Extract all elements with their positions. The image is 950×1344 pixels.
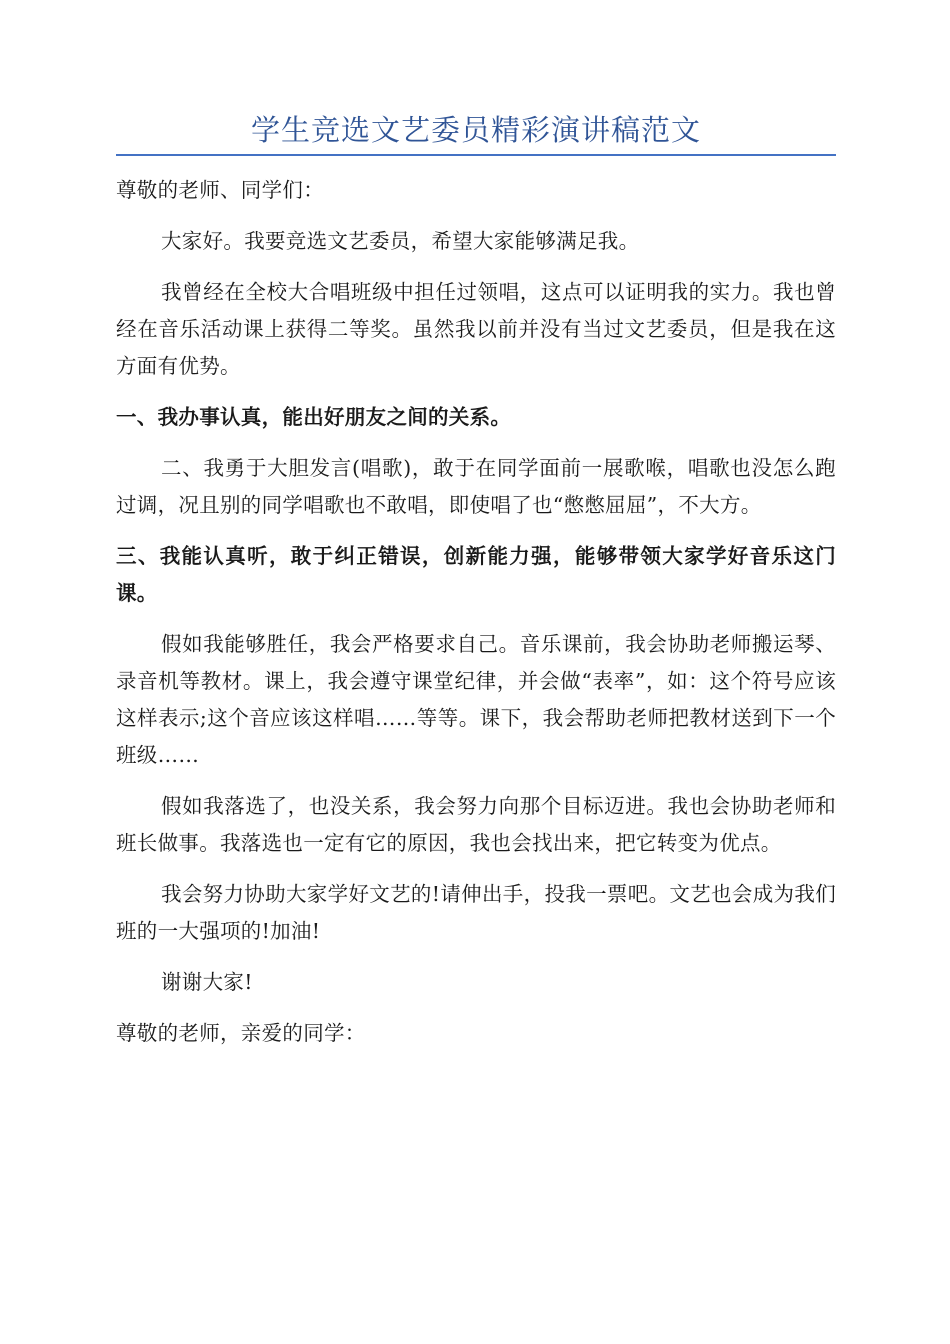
intro-paragraph: 大家好。我要竞选文艺委员，希望大家能够满足我。 [161,229,640,253]
second-greeting-paragraph: 尊敬的老师，亲爱的同学： [116,1021,366,1045]
thanks-paragraph: 谢谢大家! [161,970,253,994]
document-title: 学生竞选文艺委员精彩演讲稿范文 [116,108,836,156]
point-one-heading: 一、我办事认真，能出好朋友之间的关系。 [116,405,512,429]
point-three-heading: 三、我能认真听，敢于纠正错误，创新能力强，能够带领大家学好音乐这门课。 [116,544,836,605]
experience-paragraph: 我曾经在全校大合唱班级中担任过领唱，这点可以证明我的实力。我也曾经在音乐活动课上获得二等奖。虽然我以前并没有当过文艺委员，但是我在这方面有优势。 [116,280,836,378]
greeting-paragraph: 尊敬的老师、同学们： [116,178,324,202]
appeal-paragraph: 我会努力协助大家学好文艺的!请伸出手，投我一票吧。文艺也会成为我们班的一大强项的!加油! [116,882,836,943]
if-elected-paragraph: 假如我能够胜任，我会严格要求自己。音乐课前，我会协助老师搬运琴、录音机等教材。课上，我会遵守课堂纪律，并会做“表率”，如：这个符号应该这样表示;这个音应该这样唱……等等。课下，我会帮助老师把教材送到下一个班级…… [116,632,836,767]
if-not-elected-paragraph: 假如我落选了，也没关系，我会努力向那个目标迈进。我也会协助老师和班长做事。我落选也一定有它的原因，我也会找出来，把它转变为优点。 [116,794,836,855]
document-page [116,108,836,1052]
point-two-paragraph: 二、我勇于大胆发言(唱歌)，敢于在同学面前一展歌喉，唱歌也没怎么跑过调，况且别的同学唱歌也不敢唱，即使唱了也“憋憋屈屈”，不大方。 [116,456,836,517]
